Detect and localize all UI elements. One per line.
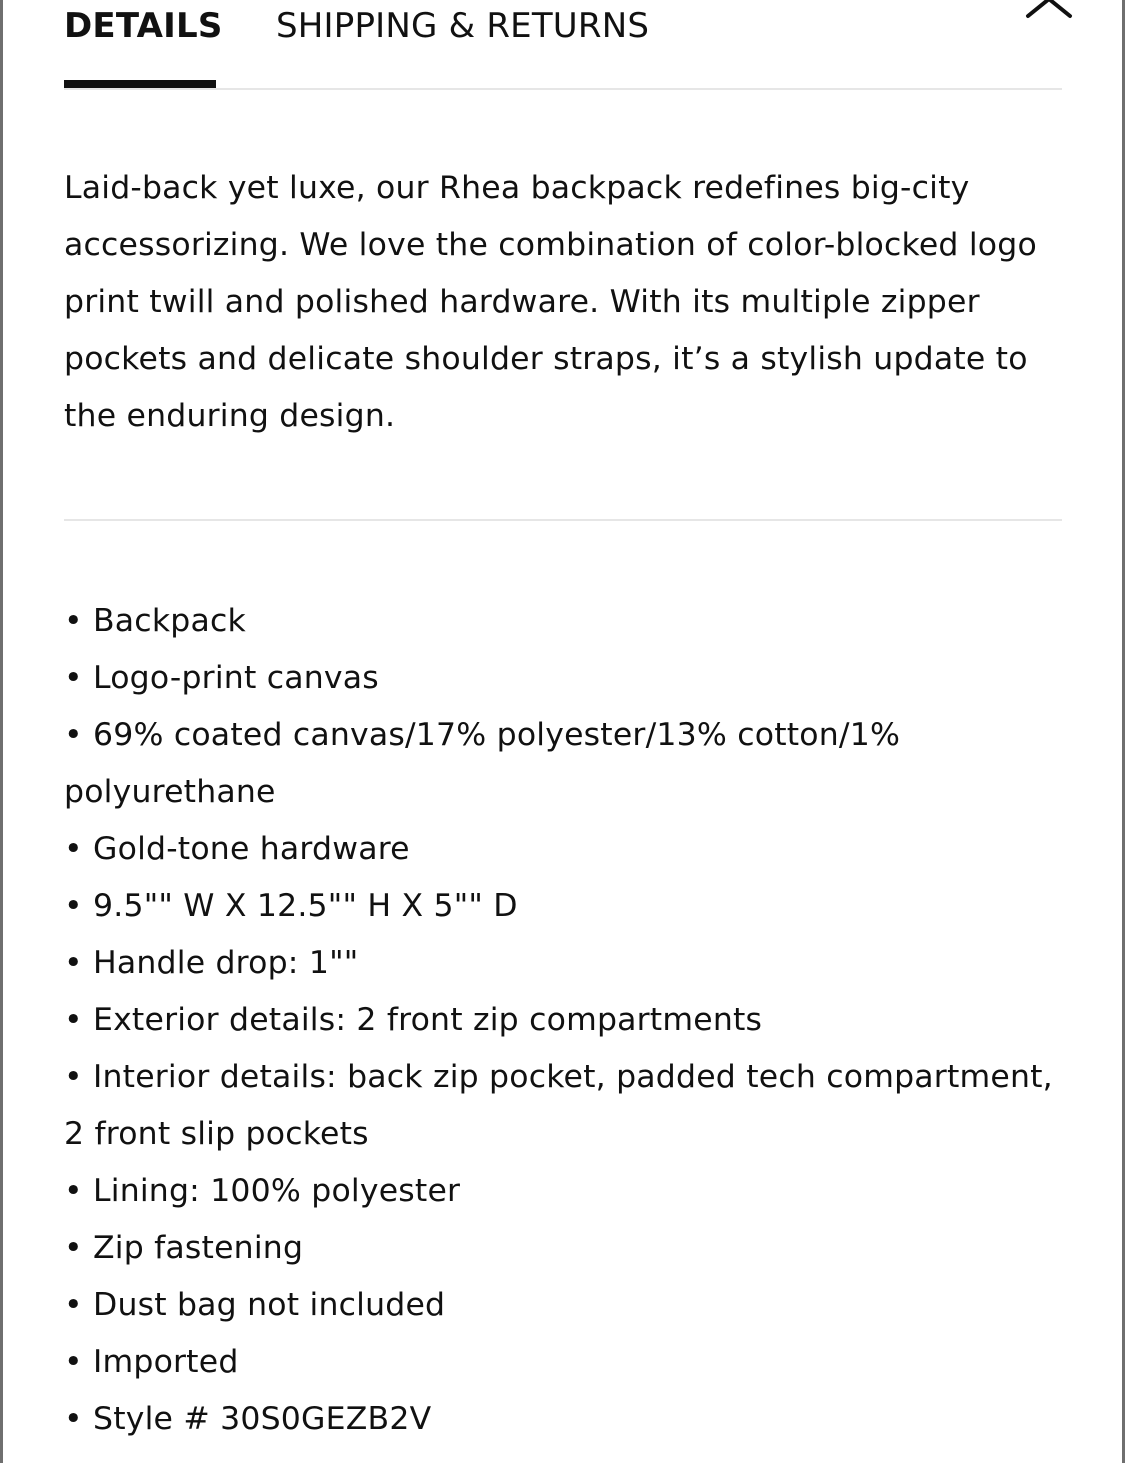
active-tab-indicator [64,80,216,88]
list-item: • Exterior details: 2 front zip compartments [64,1002,763,1038]
close-button[interactable] [1018,0,1078,22]
list-item: • 9.5"" W X 12.5"" H X 5"" D [64,888,518,924]
tab-bar [64,0,1062,90]
list-item: • Style # 30S0GEZB2V [64,1401,432,1437]
tab-bar-divider [64,88,1062,90]
list-item: • 69% coated canvas/17% polyester/13% cotton/1% polyurethane [64,717,901,810]
list-item: • Lining: 100% polyester [64,1173,461,1209]
list-item: • Imported [64,1344,239,1380]
section-divider [64,519,1062,521]
list-item: • Logo-print canvas [64,660,379,696]
list-item: • Interior details: back zip pocket, padded tech compartment, 2 front slip pockets [64,1059,1053,1152]
list-item: • Backpack [64,603,246,639]
list-item: • Dust bag not included [64,1287,446,1323]
list-item: • Zip fastening [64,1230,304,1266]
tab-shipping-returns[interactable]: SHIPPING & RETURNS [276,6,650,46]
feature-list [64,593,1064,1448]
product-description: Laid-back yet luxe, our Rhea backpack redefines big-city accessorizing. We love the combination of color-blocked logo print twill and polished hardware. With its multiple zipper pockets and delicate shoulder straps, it’s a stylish update to the enduring design. [64,170,1037,434]
left-edge-border [0,0,3,1463]
list-item: • Gold-tone hardware [64,831,410,867]
tab-details[interactable]: DETAILS [64,6,223,46]
close-icon [1018,0,1078,22]
list-item: • Handle drop: 1"" [64,945,359,981]
